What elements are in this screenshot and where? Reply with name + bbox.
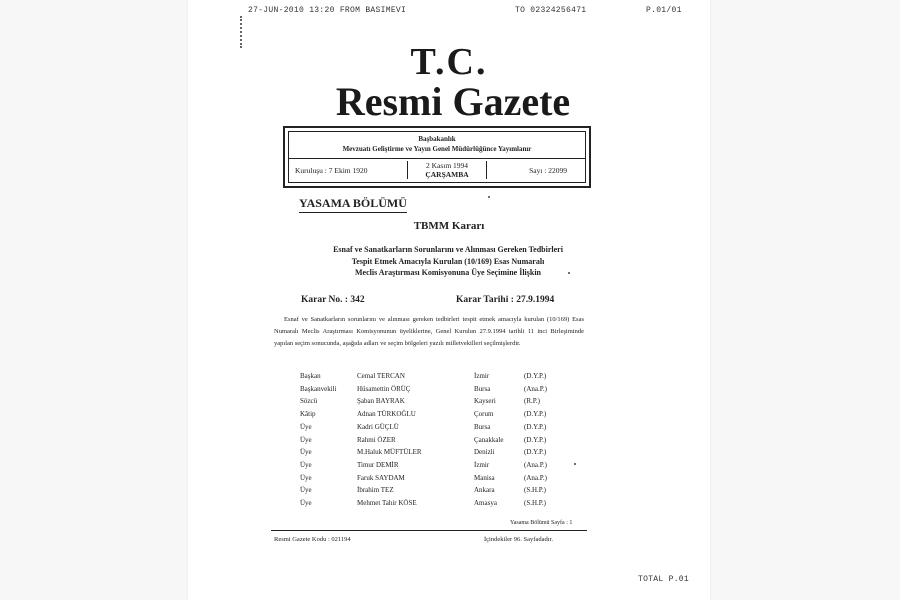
member-name: Cemal TERCAN xyxy=(357,372,405,380)
fax-header-page: P.01/01 xyxy=(646,6,682,15)
member-name: Hüsamettin ÖRÜÇ xyxy=(357,384,411,393)
member-party: (D.Y.P.) xyxy=(524,422,547,431)
issue-date-block xyxy=(407,161,487,179)
masthead-tc: T.C. xyxy=(410,41,488,83)
member-party: (D.Y.P.) xyxy=(524,410,547,419)
issue-number: Sayı : 22099 xyxy=(529,166,567,175)
member-party: (R.P.) xyxy=(524,397,540,406)
gazette-code: Resmi Gazete Kodu : 021194 xyxy=(274,536,351,543)
decision-number: Karar No. : 342 xyxy=(301,295,365,305)
fax-header-recipient: TO 02324256471 xyxy=(515,6,587,15)
member-party: (S.H.P.) xyxy=(524,486,546,495)
footer-divider xyxy=(271,530,587,531)
decision-subject xyxy=(268,244,628,279)
subject-line: Tespit Etmek Amacıyla Kurulan (10/169) Esas Numaralı xyxy=(351,256,545,266)
member-name: İbrahim TEZ xyxy=(357,486,394,495)
member-row xyxy=(300,397,620,409)
member-row xyxy=(300,436,620,448)
member-name: Rahmi ÖZER xyxy=(357,435,396,444)
gazette-info-box xyxy=(283,126,591,188)
member-row xyxy=(300,423,620,435)
info-box-row xyxy=(289,158,585,183)
member-city: Kayseri xyxy=(474,397,496,406)
member-city: Çorum xyxy=(474,410,494,419)
member-name: M.Haluk MÜFTÜLER xyxy=(357,448,422,457)
member-row xyxy=(300,461,620,473)
issue-day: ÇARŞAMBA xyxy=(425,170,469,179)
member-name: Mehmet Tahir KÖSE xyxy=(357,499,417,507)
member-name: Kadri GÜÇLÜ xyxy=(357,422,399,431)
fax-header-sender: 27-JUN-2010 13:20 FROM BASIMEVI xyxy=(248,6,407,15)
member-city: Çanakkale xyxy=(474,435,504,444)
member-name: Faruk SAYDAM xyxy=(357,473,405,482)
fax-page xyxy=(188,0,710,600)
member-role: Üye xyxy=(300,486,312,495)
member-city: Ankara xyxy=(474,486,495,495)
member-row xyxy=(300,474,620,486)
member-row xyxy=(300,448,620,460)
issue-date: 2 Kasım 1994 xyxy=(425,161,469,170)
member-role: Üye xyxy=(300,435,312,444)
decision-date: Karar Tarihi : 27.9.1994 xyxy=(456,295,555,305)
scan-speck xyxy=(574,463,576,465)
member-name: Timur DEMİR xyxy=(357,460,399,469)
member-city: İzmir xyxy=(474,460,490,469)
decision-body-text: Esnaf ve Sanatkarların sorunlarını ve alınması gereken tedbirleri tespit etmek amacıyla kurulan (10/169) Esas Numaralı Meclis Araştırması Komisyonunun üyeliklerine, Genel Kurulun 27.9.1994 tarihli 11 inci Birleşiminde yapılan seçim sonucunda, aşağıda adları ve seçim bölgeleri yazılı milletvekilleri seçilmişlerdir. xyxy=(274,316,584,347)
member-row xyxy=(300,385,620,397)
member-city: Bursa xyxy=(474,384,491,393)
publisher-line: Başbakanlık xyxy=(418,135,456,143)
scan-speck xyxy=(488,196,490,198)
member-city: Amasya xyxy=(474,499,497,507)
member-role: Üye xyxy=(300,499,312,507)
member-role: Üye xyxy=(300,460,312,469)
index-note: İçindekiler 96. Sayfadadır. xyxy=(484,536,553,543)
masthead-title: Resmi Gazete xyxy=(335,79,571,124)
member-party: (Ana.P.) xyxy=(524,473,547,482)
member-role: Başkan xyxy=(300,372,321,380)
subject-line: Esnaf ve Sanatkarların Sorunlarını ve Alınması Gereken Tedbirleri xyxy=(333,245,563,254)
member-name: Şaban BAYRAK xyxy=(357,397,405,406)
member-city: Bursa xyxy=(474,422,491,431)
fax-total-pages: TOTAL P.01 xyxy=(638,575,690,584)
info-box-inner xyxy=(288,131,586,183)
member-party: (D.Y.P.) xyxy=(524,372,547,380)
scan-speck xyxy=(568,272,570,274)
subject-line: Meclis Araştırması Komisyonuna Üye Seçimine İlişkin xyxy=(355,268,541,277)
member-city: Denizli xyxy=(474,448,495,457)
member-role: Üye xyxy=(300,422,312,431)
member-row xyxy=(300,499,620,511)
member-city: İzmir xyxy=(474,372,490,380)
section-title: YASAMA BÖLÜMÜ xyxy=(299,196,407,213)
member-name: Adnan TÜRKOĞLU xyxy=(357,410,416,419)
member-city: Manisa xyxy=(474,473,495,482)
member-role: Üye xyxy=(300,473,312,482)
section-page-ref: Yasama Bölümü Sayfa : 1 xyxy=(510,520,573,526)
member-party: (S.H.P.) xyxy=(524,499,546,507)
decision-title: TBMM Kararı xyxy=(413,220,485,232)
member-role: Kâtip xyxy=(300,410,316,419)
member-row xyxy=(300,410,620,422)
member-party: (Ana.P.) xyxy=(524,460,547,469)
member-party: (D.Y.P.) xyxy=(524,435,547,444)
member-role: Başkanvekili xyxy=(300,384,337,393)
member-role: Üye xyxy=(300,448,312,457)
member-party: (Ana.P.) xyxy=(524,384,547,393)
founded-date: Kuruluşu : 7 Ekim 1920 xyxy=(295,166,368,175)
publisher-subline: Mevzuatı Geliştirme ve Yayın Genel Müdürlüğünce Yayımlanır xyxy=(342,145,532,153)
member-row xyxy=(300,486,620,498)
member-row xyxy=(300,372,620,384)
member-party: (D.Y.P.) xyxy=(524,448,547,457)
member-role: Sözcü xyxy=(300,397,318,406)
